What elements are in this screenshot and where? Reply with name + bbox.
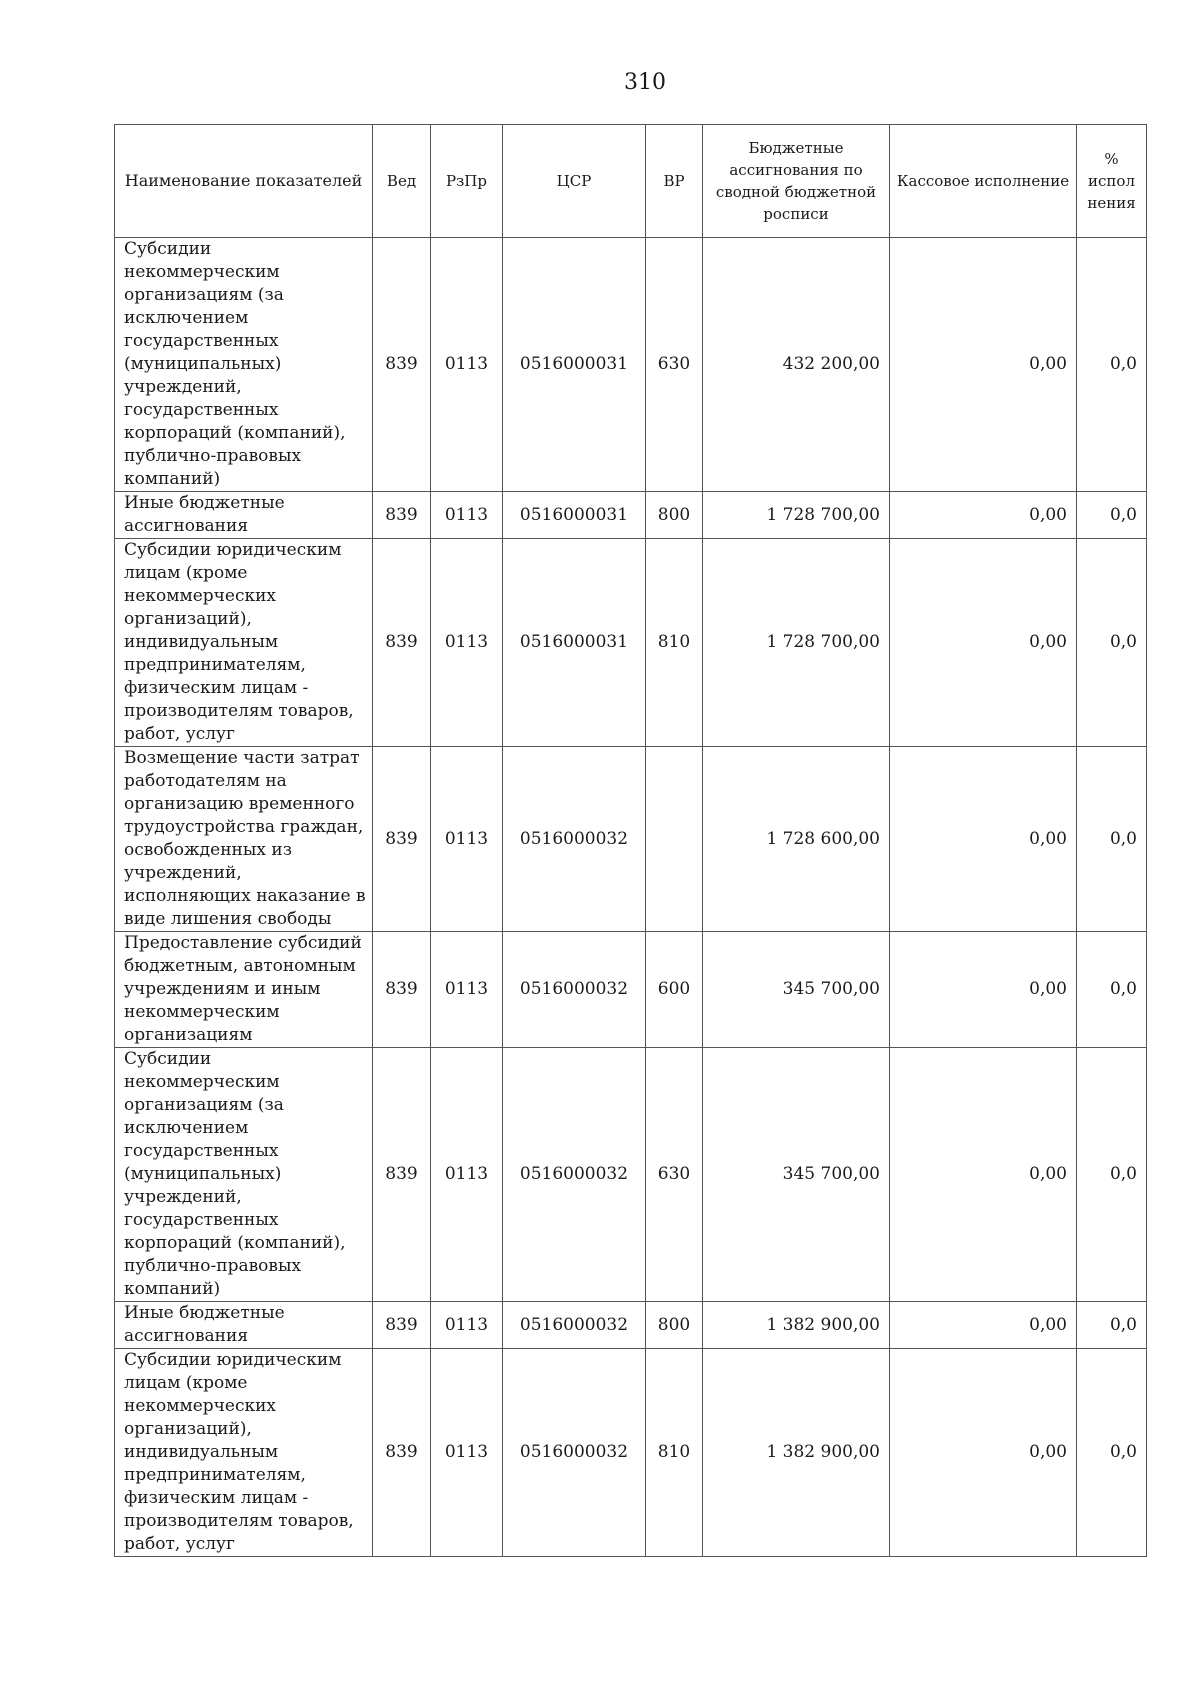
cell-cash: 0,00 [890,747,1077,932]
table-row [115,747,1147,932]
cell-vr: 630 [646,1048,703,1302]
cell-csr: 0516000032 [503,1349,646,1557]
table-row [115,1048,1147,1302]
header-assignments: Бюджетные ассигнования по сводной бюджетной росписи [703,125,890,238]
cell-csr: 0516000031 [503,539,646,747]
cell-name: Иные бюджетные ассигнования [115,492,373,539]
cell-csr: 0516000032 [503,747,646,932]
header-ved: Вед [373,125,431,238]
cell-csr: 0516000032 [503,1048,646,1302]
cell-name: Возмещение части затрат работодателям на организацию временного трудоустройства граждан, освобожденных из учреждений, исполняющих наказание в виде лишения свободы [115,747,373,932]
cell-pct: 0,0 [1077,1349,1147,1557]
cell-rzpr: 0113 [431,492,503,539]
cell-vr [646,747,703,932]
cell-name: Иные бюджетные ассигнования [115,1302,373,1349]
cell-ved: 839 [373,1349,431,1557]
cell-pct: 0,0 [1077,932,1147,1048]
cell-rzpr: 0113 [431,1048,503,1302]
cell-ved: 839 [373,1302,431,1349]
header-pct: % испол нения [1077,125,1147,238]
cell-pct: 0,0 [1077,1302,1147,1349]
cell-assignments: 1 728 700,00 [703,492,890,539]
cell-vr: 810 [646,539,703,747]
cell-ved: 839 [373,932,431,1048]
cell-vr: 800 [646,492,703,539]
cell-ved: 839 [373,492,431,539]
cell-cash: 0,00 [890,932,1077,1048]
cell-assignments: 1 728 700,00 [703,539,890,747]
table-row [115,932,1147,1048]
cell-vr: 630 [646,238,703,492]
cell-name: Предоставление субсидий бюджетным, автономным учреждениям и иным некоммерческим организациям [115,932,373,1048]
page-number: 310 [624,70,666,95]
table-body [115,238,1147,1557]
cell-vr: 600 [646,932,703,1048]
table-row [115,492,1147,539]
cell-ved: 839 [373,238,431,492]
cell-pct: 0,0 [1077,747,1147,932]
table-row [115,1349,1147,1557]
cell-rzpr: 0113 [431,747,503,932]
table-header [115,125,1147,238]
cell-assignments: 432 200,00 [703,238,890,492]
header-csr: ЦСР [503,125,646,238]
cell-name: Субсидии некоммерческим организациям (за исключением государственных (муниципальных) учреждений, государственных корпораций (компаний), публично-правовых компаний) [115,238,373,492]
cell-rzpr: 0113 [431,932,503,1048]
header-name: Наименование показателей [115,125,373,238]
cell-cash: 0,00 [890,238,1077,492]
table-row [115,539,1147,747]
cell-rzpr: 0113 [431,1302,503,1349]
cell-assignments: 1 382 900,00 [703,1349,890,1557]
cell-pct: 0,0 [1077,492,1147,539]
cell-cash: 0,00 [890,492,1077,539]
cell-pct: 0,0 [1077,1048,1147,1302]
cell-cash: 0,00 [890,539,1077,747]
cell-vr: 810 [646,1349,703,1557]
table-row [115,1302,1147,1349]
cell-name: Субсидии некоммерческим организациям (за исключением государственных (муниципальных) учреждений, государственных корпораций (компаний), публично-правовых компаний) [115,1048,373,1302]
cell-rzpr: 0113 [431,539,503,747]
cell-assignments: 1 382 900,00 [703,1302,890,1349]
cell-ved: 839 [373,539,431,747]
header-rzpr: РзПр [431,125,503,238]
cell-assignments: 345 700,00 [703,932,890,1048]
cell-ved: 839 [373,747,431,932]
cell-assignments: 1 728 600,00 [703,747,890,932]
cell-cash: 0,00 [890,1302,1077,1349]
cell-name: Субсидии юридическим лицам (кроме некоммерческих организаций), индивидуальным предпринимателям, физическим лицам - производителям товаров, работ, услуг [115,1349,373,1557]
cell-csr: 0516000032 [503,932,646,1048]
table-row [115,238,1147,492]
cell-vr: 800 [646,1302,703,1349]
cell-rzpr: 0113 [431,1349,503,1557]
cell-cash: 0,00 [890,1349,1077,1557]
header-row [115,125,1147,238]
cell-ved: 839 [373,1048,431,1302]
cell-csr: 0516000032 [503,1302,646,1349]
cell-pct: 0,0 [1077,539,1147,747]
cell-cash: 0,00 [890,1048,1077,1302]
cell-pct: 0,0 [1077,238,1147,492]
header-cash: Кассовое исполнение [890,125,1077,238]
cell-assignments: 345 700,00 [703,1048,890,1302]
budget-table [114,124,1147,1557]
header-vr: ВР [646,125,703,238]
cell-csr: 0516000031 [503,238,646,492]
cell-csr: 0516000031 [503,492,646,539]
cell-rzpr: 0113 [431,238,503,492]
cell-name: Субсидии юридическим лицам (кроме некоммерческих организаций), индивидуальным предпринимателям, физическим лицам - производителям товаров, работ, услуг [115,539,373,747]
